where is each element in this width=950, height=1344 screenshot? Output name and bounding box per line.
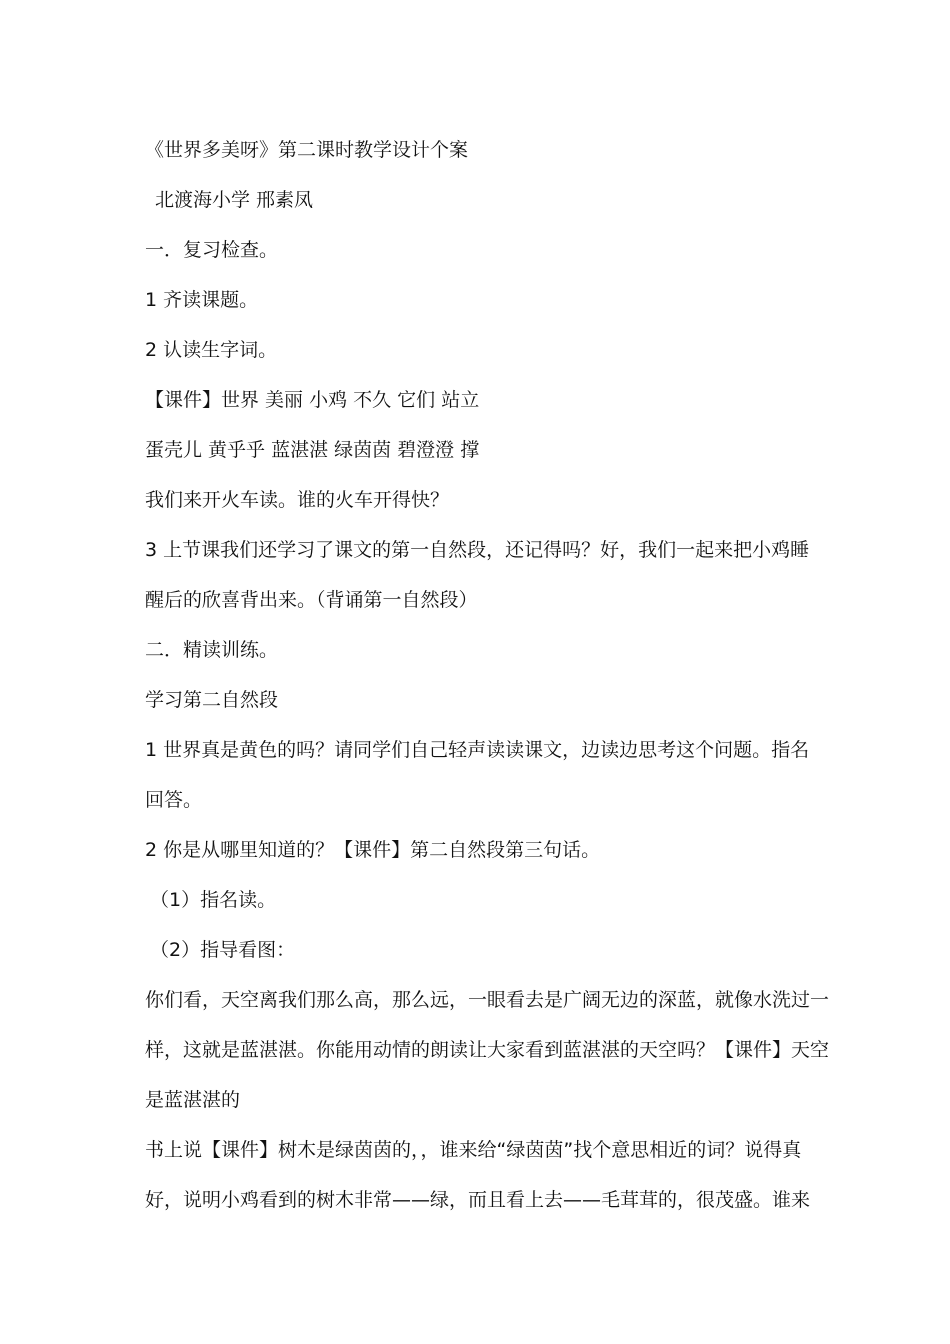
document-title: 《世界多美呀》第二课时教学设计个案: [145, 139, 469, 161]
body-line: 好，说明小鸡看到的树木非常——绿，而且看上去——毛茸茸的，很茂盛。谁来: [145, 1189, 811, 1211]
author-line: 北渡海小学 邢素凤: [155, 189, 314, 211]
body-line: 是蓝湛湛的: [145, 1089, 241, 1111]
body-line: 1 齐读课题。: [145, 289, 259, 311]
body-line: 蛋壳儿 黄乎乎 蓝湛湛 绿茵茵 碧澄澄 撑: [145, 439, 480, 461]
body-line: 学习第二自然段: [145, 689, 279, 711]
body-line: 回答。: [145, 789, 203, 811]
body-line: （1）指名读。: [150, 889, 277, 911]
section-heading-review: 一．复习检查。: [145, 239, 279, 261]
body-line: 你们看，天空离我们那么高，那么远，一眼看去是广阔无边的深蓝，就像水洗过一: [145, 989, 830, 1011]
body-line: 我们来开火车读。谁的火车开得快？: [145, 489, 450, 511]
body-line: 2 认读生字词。: [145, 339, 278, 361]
body-line: 样，这就是蓝湛湛。你能用动情的朗读让大家看到蓝湛湛的天空吗？【课件】天空: [145, 1039, 830, 1061]
body-line: 1 世界真是黄色的吗？请同学们自己轻声读读课文，边读边思考这个问题。指名: [145, 739, 810, 761]
body-line: 书上说【课件】树木是绿茵茵的，，谁来给“绿茵茵”找个意思相近的词？说得真: [145, 1139, 802, 1161]
body-line: （2）指导看图：: [150, 939, 296, 961]
body-line: 3 上节课我们还学习了课文的第一自然段，还记得吗？好，我们一起来把小鸡睡: [145, 539, 810, 561]
body-line: 醒后的欣喜背出来。（背诵第一自然段）: [145, 589, 478, 611]
body-line: 【课件】世界 美丽 小鸡 不久 它们 站立: [145, 389, 480, 411]
body-line: 2 你是从哪里知道的？【课件】第二自然段第三句话。: [145, 839, 601, 861]
section-heading-intensive-reading: 二．精读训练。: [145, 639, 279, 661]
